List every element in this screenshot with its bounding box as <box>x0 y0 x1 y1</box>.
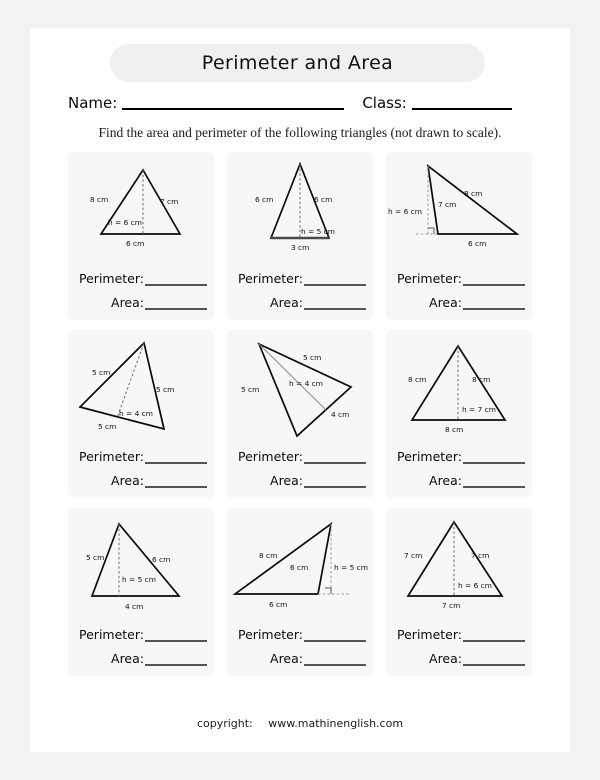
triangle-figure-6 <box>386 330 532 442</box>
perimeter-label: Perimeter: <box>238 627 303 642</box>
label-base: 8 cm <box>445 425 464 434</box>
perimeter-input-line[interactable] <box>304 270 366 286</box>
answer-block <box>386 618 532 666</box>
label-left-side: 7 cm <box>404 551 423 560</box>
perimeter-row <box>227 440 373 464</box>
perimeter-label: Perimeter: <box>238 449 303 464</box>
perimeter-row <box>68 618 214 642</box>
instruction-text: Find the area and perimeter of the following triangles (not drawn to scale). <box>98 125 502 140</box>
copyright-label: copyright: <box>196 717 253 730</box>
problem-card <box>68 508 214 676</box>
perimeter-input-line[interactable] <box>145 626 207 642</box>
label-height: h = 7 cm <box>462 405 496 414</box>
page-title: Perimeter and Area <box>201 52 394 74</box>
label-height: h = 5 cm <box>301 227 335 236</box>
problem-card <box>68 152 214 320</box>
area-label: Area: <box>429 473 462 488</box>
perimeter-label: Perimeter: <box>397 271 462 286</box>
answer-block <box>227 262 373 310</box>
area-row <box>227 464 373 488</box>
label-left-side: 6 cm <box>255 195 274 204</box>
label-right-side: 6 cm <box>314 195 333 204</box>
label-left-side: 7 cm <box>438 200 457 209</box>
area-row <box>386 286 532 310</box>
perimeter-input-line[interactable] <box>463 270 525 286</box>
perimeter-row <box>68 262 214 286</box>
class-input-line[interactable] <box>412 92 512 110</box>
area-input-line[interactable] <box>145 472 207 488</box>
name-input-line[interactable] <box>122 92 344 110</box>
triangle-figure-7 <box>68 508 214 620</box>
triangle-figure-4 <box>68 330 214 442</box>
worksheet-page <box>30 28 570 752</box>
label-left-side: 5 cm <box>241 385 260 394</box>
label-right-side: 6 cm <box>152 555 171 564</box>
problem-card <box>386 152 532 320</box>
area-row <box>227 642 373 666</box>
name-label: Name: <box>68 94 118 112</box>
label-hypotenuse: 8 cm <box>259 551 278 560</box>
label-base: 5 cm <box>98 422 117 431</box>
perimeter-label: Perimeter: <box>79 627 144 642</box>
area-label: Area: <box>429 295 462 310</box>
area-label: Area: <box>429 651 462 666</box>
triangle-figure-3 <box>386 152 532 264</box>
answer-block <box>227 618 373 666</box>
perimeter-input-line[interactable] <box>463 626 525 642</box>
area-label: Area: <box>270 295 303 310</box>
problem-grid <box>68 152 534 676</box>
label-height: h = 4 cm <box>289 379 323 388</box>
answer-block <box>386 440 532 488</box>
area-label: Area: <box>111 651 144 666</box>
perimeter-row <box>386 262 532 286</box>
answer-block <box>68 262 214 310</box>
triangle-figure-8 <box>227 508 373 620</box>
label-base: 6 cm <box>468 239 487 248</box>
worksheet-title-banner <box>110 44 485 82</box>
problem-card <box>227 152 373 320</box>
area-row <box>68 642 214 666</box>
problem-card <box>227 508 373 676</box>
area-input-line[interactable] <box>463 294 525 310</box>
area-label: Area: <box>111 295 144 310</box>
problem-card <box>68 330 214 498</box>
problem-card <box>386 330 532 498</box>
perimeter-row <box>68 440 214 464</box>
label-hypotenuse: 8 cm <box>464 189 483 198</box>
perimeter-label: Perimeter: <box>238 271 303 286</box>
triangle-figure-9 <box>386 508 532 620</box>
area-row <box>227 286 373 310</box>
triangle-figure-2 <box>227 152 373 264</box>
problem-card <box>386 508 532 676</box>
answer-block <box>68 440 214 488</box>
area-row <box>386 642 532 666</box>
class-label: Class: <box>362 94 407 112</box>
area-input-line[interactable] <box>304 650 366 666</box>
label-base: 6 cm <box>126 239 145 248</box>
perimeter-label: Perimeter: <box>79 271 144 286</box>
area-row <box>386 464 532 488</box>
area-label: Area: <box>270 473 303 488</box>
label-height: h = 6 cm <box>458 581 492 590</box>
area-row <box>68 464 214 488</box>
website-url: www.mathinenglish.com <box>268 717 404 730</box>
label-left-side: 8 cm <box>408 375 427 384</box>
perimeter-label: Perimeter: <box>397 449 462 464</box>
label-right-side: 5 cm <box>156 385 175 394</box>
label-right-side: 4 cm <box>331 410 350 419</box>
label-base: 7 cm <box>442 601 461 610</box>
label-left-side: 5 cm <box>92 368 111 377</box>
problem-card <box>227 330 373 498</box>
label-base: 4 cm <box>125 602 144 611</box>
label-height: h = 4 cm <box>119 409 153 418</box>
area-input-line[interactable] <box>145 650 207 666</box>
label-top-side: 5 cm <box>303 353 322 362</box>
triangle-figure-5 <box>227 330 373 442</box>
perimeter-row <box>386 618 532 642</box>
area-input-line[interactable] <box>463 472 525 488</box>
name-class-row <box>68 88 533 112</box>
label-height: h = 6 cm <box>108 218 142 227</box>
label-height: h = 6 cm <box>388 207 422 216</box>
label-height: h = 5 cm <box>334 563 368 572</box>
area-input-line[interactable] <box>304 294 366 310</box>
label-left-side: 5 cm <box>86 553 105 562</box>
label-right-side: 8 cm <box>472 375 491 384</box>
area-label: Area: <box>111 473 144 488</box>
answer-block <box>227 440 373 488</box>
area-input-line[interactable] <box>463 650 525 666</box>
area-label: Area: <box>270 651 303 666</box>
answer-block <box>68 618 214 666</box>
area-input-line[interactable] <box>145 294 207 310</box>
area-row <box>68 286 214 310</box>
label-base: 6 cm <box>269 600 288 609</box>
perimeter-input-line[interactable] <box>463 448 525 464</box>
footer <box>30 717 570 730</box>
label-right-side: 6 cm <box>290 563 309 572</box>
perimeter-row <box>227 262 373 286</box>
label-height: h = 5 cm <box>122 575 156 584</box>
perimeter-input-line[interactable] <box>145 270 207 286</box>
perimeter-row <box>386 440 532 464</box>
perimeter-label: Perimeter: <box>397 627 462 642</box>
perimeter-input-line[interactable] <box>304 626 366 642</box>
label-left-side: 8 cm <box>90 195 109 204</box>
triangle-figure-1 <box>68 152 214 264</box>
perimeter-input-line[interactable] <box>304 448 366 464</box>
label-right-side: 7 cm <box>160 197 179 206</box>
perimeter-label: Perimeter: <box>79 449 144 464</box>
answer-block <box>386 262 532 310</box>
label-right-side: 7 cm <box>471 551 490 560</box>
area-input-line[interactable] <box>304 472 366 488</box>
perimeter-input-line[interactable] <box>145 448 207 464</box>
perimeter-row <box>227 618 373 642</box>
label-base: 3 cm <box>291 243 310 252</box>
